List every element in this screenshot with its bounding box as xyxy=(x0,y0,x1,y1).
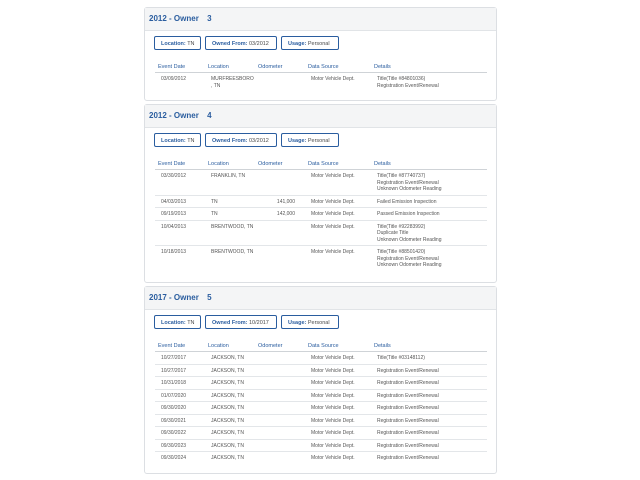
data-source-cell: Motor Vehicle Dept. xyxy=(305,220,371,246)
location-cell: TN xyxy=(205,208,255,221)
details-cell: Title(Title #03148112) xyxy=(371,352,487,365)
events-table xyxy=(155,158,487,271)
owned-from-badge-label: Owned From: xyxy=(212,320,248,326)
owner-panel xyxy=(144,7,497,101)
events-table xyxy=(155,61,487,91)
location-cell: JACKSON, TN xyxy=(205,377,255,390)
table-row xyxy=(155,220,487,246)
details-header: Details xyxy=(371,340,487,352)
table-row xyxy=(155,364,487,377)
data-source-cell: Motor Vehicle Dept. xyxy=(305,439,371,452)
details-cell: Title(Title #87740737) Registration Event/Renewal Unknown Odometer Reading xyxy=(371,170,487,196)
odometer-header: Odometer xyxy=(255,340,305,352)
table-row xyxy=(155,73,487,92)
location-cell: MURFREESBORO , TN xyxy=(211,76,254,89)
event-date-cell: 09/30/2024 xyxy=(161,455,187,461)
owner-panel xyxy=(144,286,497,474)
owner-number: 5 xyxy=(207,293,212,302)
owner-number: 3 xyxy=(207,14,212,23)
details-cell: Title(Title #84801036) Registration Event/Renewal xyxy=(377,76,439,89)
event-date-cell: 09/19/2013 xyxy=(155,208,205,221)
table-header-row xyxy=(155,340,487,352)
event-date-cell: 04/03/2013 xyxy=(155,195,205,208)
odometer-cell xyxy=(255,170,305,196)
odometer-cell xyxy=(255,352,305,365)
event-date-cell: 09/30/2020 xyxy=(155,402,205,415)
usage-badge-value: Personal xyxy=(307,41,330,47)
owner-header[interactable]: 2012 - Owner 3 xyxy=(145,8,496,31)
owned-from-badge-value: 03/2012 xyxy=(248,138,269,144)
location-header: Location xyxy=(205,340,255,352)
event-date-cell: 10/31/2018 xyxy=(155,377,205,390)
odometer-cell xyxy=(255,427,305,440)
data-source-cell: Motor Vehicle Dept. xyxy=(305,364,371,377)
location-badge-label: Location: xyxy=(161,41,186,47)
owner-badges xyxy=(145,310,496,338)
details-cell: Registration Event/Renewal xyxy=(371,427,487,440)
owner-year: 2012 xyxy=(149,14,167,23)
location-header: Location xyxy=(205,61,255,73)
event-date-cell: 10/27/2017 xyxy=(155,352,205,365)
table-row xyxy=(155,195,487,208)
event-date-cell: 09/30/2023 xyxy=(155,439,205,452)
data-source-cell: Motor Vehicle Dept. xyxy=(305,377,371,390)
details-cell: Passed Emission Inspection xyxy=(371,208,487,221)
events-table xyxy=(155,340,487,464)
table-row xyxy=(155,208,487,221)
owned-from-badge-value: 10/2017 xyxy=(248,320,269,326)
event-date-cell: 03/09/2012 xyxy=(161,76,187,82)
owner-label: Owner xyxy=(173,293,199,302)
owner-label: Owner xyxy=(173,111,199,120)
details-cell: Registration Event/Renewal xyxy=(371,414,487,427)
table-row xyxy=(155,377,487,390)
owner-badges xyxy=(145,31,496,59)
table-row xyxy=(155,427,487,440)
owner-year: 2012 xyxy=(149,111,167,120)
data-source-cell: Motor Vehicle Dept. xyxy=(305,389,371,402)
data-source-cell: Motor Vehicle Dept. xyxy=(305,402,371,415)
location-cell: TN xyxy=(205,195,255,208)
data-source-header: Data Source xyxy=(305,340,371,352)
owned-from-badge xyxy=(205,315,277,329)
usage-badge-label: Usage: xyxy=(288,320,307,326)
location-badge-label: Location: xyxy=(161,138,186,144)
location-cell: BRENTWOOD, TN xyxy=(211,249,254,255)
details-header: Details xyxy=(371,61,487,73)
event-date-cell: 01/07/2020 xyxy=(155,389,205,402)
odometer-cell: 141,000 xyxy=(255,195,305,208)
event-date-cell: 10/04/2013 xyxy=(155,220,205,246)
location-cell: JACKSON, TN xyxy=(205,427,255,440)
data-source-cell: Motor Vehicle Dept. xyxy=(305,195,371,208)
owner-badges xyxy=(145,128,496,156)
owner-number: 4 xyxy=(207,111,212,120)
usage-badge-label: Usage: xyxy=(288,41,307,47)
odometer-cell xyxy=(255,414,305,427)
details-cell: Title(Title #92283992) Duplicate Title Unknown Odometer Reading xyxy=(371,220,487,246)
details-cell: Registration Event/Renewal xyxy=(371,439,487,452)
location-cell: JACKSON, TN xyxy=(205,439,255,452)
location-cell: JACKSON, TN xyxy=(205,352,255,365)
location-header: Location xyxy=(205,158,255,170)
location-cell: FRANKLIN, TN xyxy=(205,170,255,196)
location-cell: JACKSON, TN xyxy=(205,389,255,402)
data-source-cell: Motor Vehicle Dept. xyxy=(305,170,371,196)
table-row xyxy=(155,402,487,415)
odometer-cell: 142,000 xyxy=(255,208,305,221)
data-source-cell: Motor Vehicle Dept. xyxy=(311,455,355,461)
odometer-cell xyxy=(255,402,305,415)
usage-badge-label: Usage: xyxy=(288,138,307,144)
odometer-cell xyxy=(255,389,305,402)
table-row xyxy=(155,389,487,402)
location-badge xyxy=(154,133,201,147)
details-cell: Failed Emission Inspection xyxy=(371,195,487,208)
details-cell: Registration Event/Renewal xyxy=(371,389,487,402)
event-date-header: Event Date xyxy=(155,158,205,170)
table-row xyxy=(155,170,487,196)
usage-badge xyxy=(281,36,339,50)
details-cell: Registration Event/Renewal xyxy=(371,364,487,377)
odometer-header: Odometer xyxy=(255,158,305,170)
odometer-cell xyxy=(255,364,305,377)
location-badge-label: Location: xyxy=(161,320,186,326)
data-source-cell: Motor Vehicle Dept. xyxy=(305,427,371,440)
location-badge-value: TN xyxy=(187,320,195,326)
usage-badge-value: Personal xyxy=(307,138,330,144)
owner-panel xyxy=(144,104,497,283)
owned-from-badge-value: 03/2012 xyxy=(248,41,269,47)
location-badge-value: TN xyxy=(187,138,195,144)
owner-year: 2017 xyxy=(149,293,167,302)
details-cell: Registration Event/Renewal xyxy=(377,455,439,461)
location-cell: JACKSON, TN xyxy=(205,364,255,377)
event-date-header: Event Date xyxy=(155,340,205,352)
location-cell: BRENTWOOD, TN xyxy=(205,220,255,246)
table-row xyxy=(155,439,487,452)
location-cell: JACKSON, TN xyxy=(211,455,244,461)
usage-badge xyxy=(281,315,339,329)
event-date-header: Event Date xyxy=(155,61,205,73)
table-header-row xyxy=(155,61,487,73)
event-date-cell: 10/27/2017 xyxy=(155,364,205,377)
data-source-header: Data Source xyxy=(305,61,371,73)
odometer-cell xyxy=(255,246,305,271)
table-row xyxy=(155,452,487,464)
details-cell: Title(Title #88501420) Registration Event/Renewal Unknown Odometer Reading xyxy=(377,249,442,268)
event-date-cell: 09/30/2022 xyxy=(155,427,205,440)
location-badge xyxy=(154,315,201,329)
odometer-cell xyxy=(255,220,305,246)
event-date-cell: 09/30/2021 xyxy=(155,414,205,427)
table-row xyxy=(155,246,487,271)
data-source-cell: Motor Vehicle Dept. xyxy=(305,208,371,221)
details-cell: Registration Event/Renewal xyxy=(371,377,487,390)
location-cell: JACKSON, TN xyxy=(205,414,255,427)
owned-from-badge xyxy=(205,36,277,50)
owner-header[interactable]: 2017 - Owner 5 xyxy=(145,287,496,310)
owner-header[interactable]: 2012 - Owner 4 xyxy=(145,105,496,128)
data-source-cell: Motor Vehicle Dept. xyxy=(311,249,355,255)
data-source-cell: Motor Vehicle Dept. xyxy=(311,76,355,82)
data-source-header: Data Source xyxy=(305,158,371,170)
location-badge xyxy=(154,36,201,50)
odometer-header: Odometer xyxy=(255,61,305,73)
owner-label: Owner xyxy=(173,14,199,23)
odometer-cell xyxy=(255,439,305,452)
odometer-cell xyxy=(255,73,305,92)
event-date-cell: 10/18/2013 xyxy=(161,249,187,255)
table-header-row xyxy=(155,158,487,170)
details-header: Details xyxy=(371,158,487,170)
owned-from-badge xyxy=(205,133,277,147)
odometer-cell xyxy=(255,452,305,464)
odometer-cell xyxy=(255,377,305,390)
data-source-cell: Motor Vehicle Dept. xyxy=(305,414,371,427)
usage-badge-value: Personal xyxy=(307,320,330,326)
location-cell: JACKSON, TN xyxy=(205,402,255,415)
owned-from-badge-label: Owned From: xyxy=(212,41,248,47)
event-date-cell: 03/30/2012 xyxy=(155,170,205,196)
table-row xyxy=(155,352,487,365)
details-cell: Registration Event/Renewal xyxy=(371,402,487,415)
owned-from-badge-label: Owned From: xyxy=(212,138,248,144)
data-source-cell: Motor Vehicle Dept. xyxy=(305,352,371,365)
usage-badge xyxy=(281,133,339,147)
location-badge-value: TN xyxy=(187,41,195,47)
table-row xyxy=(155,414,487,427)
